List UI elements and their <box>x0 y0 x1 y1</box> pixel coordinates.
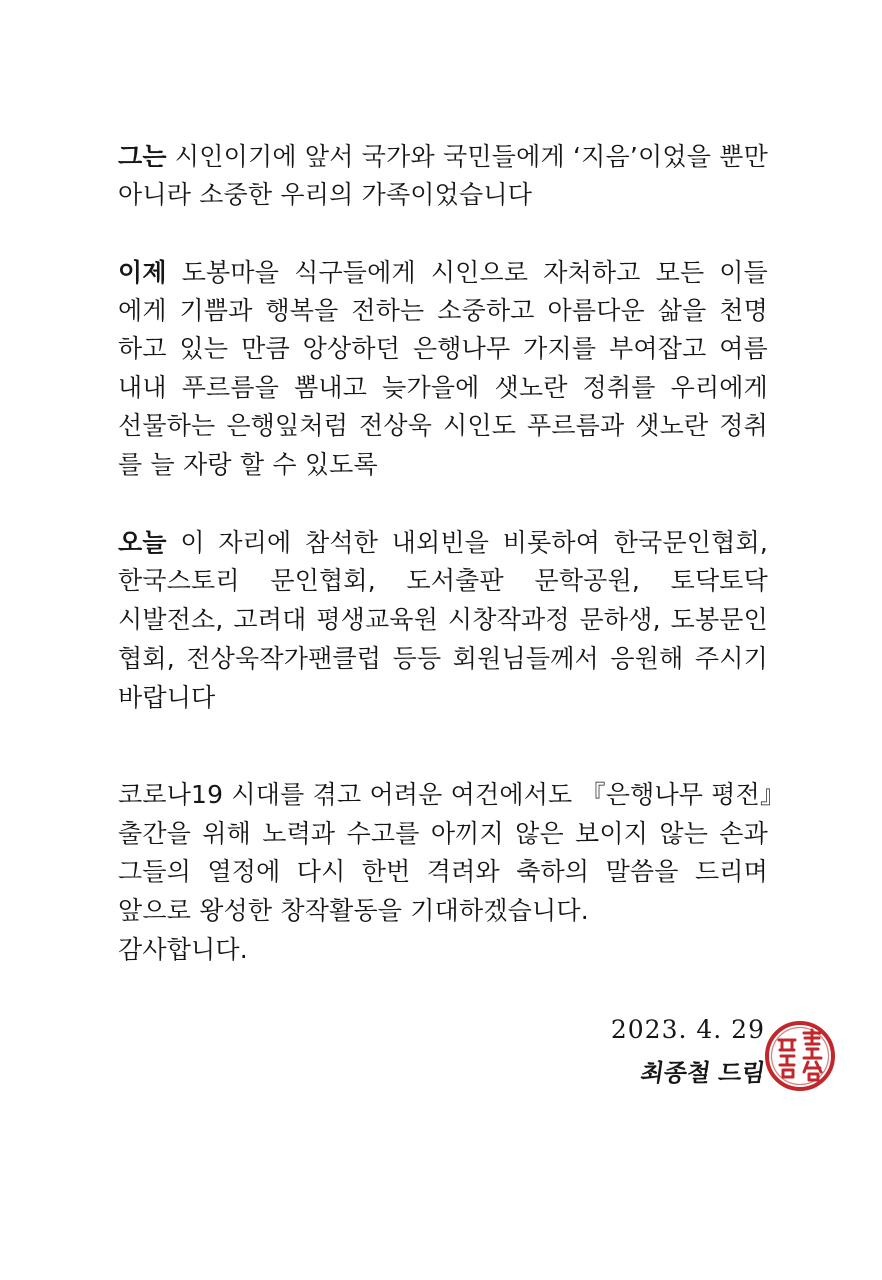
paragraph-3-line-2: 한국스토리 문인협회, 도서출판 문학공원, 토닥토닥 <box>118 566 768 595</box>
paragraph-4-line-3: 그들의 열정에 다시 한번 격려와 축하의 말씀을 드리며 <box>118 857 768 886</box>
paragraph-4-line-5: 감사합니다. <box>118 935 248 964</box>
seal-stamp-icon <box>762 1018 838 1094</box>
paragraph-1-line-1: 그는 시인이기에 앞서 국가와 국민들에게 ‘지음’이었을 뿐만 <box>118 142 768 171</box>
paragraph-2-lead: 이제 <box>118 258 167 287</box>
paragraph-2-line-4: 내내 푸르름을 뽐내고 늦가을에 샛노란 정취를 우리에게 <box>118 373 768 402</box>
paragraph-2-line-3: 하고 있는 만큼 앙상하던 은행나무 가지를 부여잡고 여름 <box>118 334 768 363</box>
paragraph-3-line-1: 오늘 이 자리에 참석한 내외빈을 비롯하여 한국문인협회, <box>118 528 768 557</box>
paragraph-2-line-2: 에게 기쁨과 행복을 전하는 소중하고 아름다운 삶을 천명 <box>118 296 768 325</box>
paragraph-4-line-1: 코로나19 시대를 겪고 어려운 여건에서도 『은행나무 평전』 <box>118 780 786 809</box>
paragraph-2-line-6: 를 늘 자랑 할 수 있도록 <box>118 450 378 479</box>
paragraph-4-line-2: 출간을 위해 노력과 수고를 아끼지 않은 보이지 않는 손과 <box>118 819 768 848</box>
paragraph-3-line-3: 시발전소, 고려대 평생교육원 시창작과정 문하생, 도봉문인 <box>118 605 768 634</box>
paragraph-2-line-5: 선물하는 은행잎처럼 전상욱 시인도 푸르름과 샛노란 정취 <box>118 411 768 440</box>
paragraph-3-line-4: 협회, 전상욱작가팬클럽 등등 회원님들께서 응원해 주시기 <box>118 644 768 673</box>
paragraph-3-lead: 오늘 <box>118 528 167 557</box>
paragraph-1-lead: 그는 <box>118 142 167 171</box>
signature-date: 2023. 4. 29 <box>610 1015 765 1044</box>
signature-name: 최종철 드림 <box>638 1058 768 1087</box>
paragraph-1-line-2: 아니라 소중한 우리의 가족이었습니다 <box>118 180 533 209</box>
paragraph-3-line-5: 바랍니다 <box>118 683 216 712</box>
paragraph-2-line-1: 이제 도봉마을 식구들에게 시인으로 자처하고 모든 이들 <box>118 258 768 287</box>
paragraph-4-line-4: 앞으로 왕성한 창작활동을 기대하겠습니다. <box>118 896 589 925</box>
